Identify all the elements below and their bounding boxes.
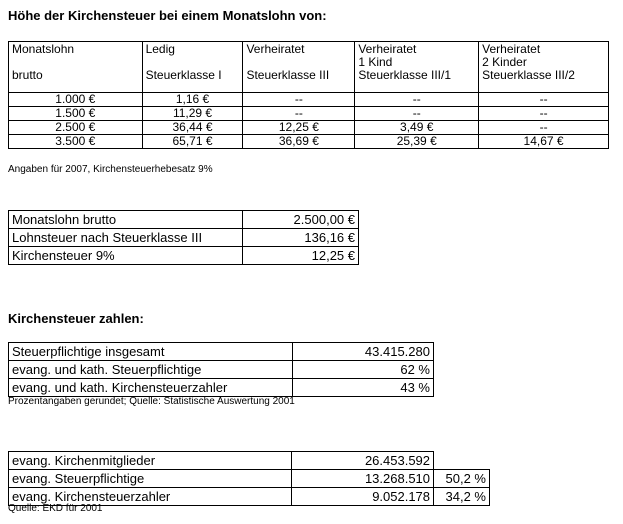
table-row	[9, 247, 359, 265]
value-cell: 14,67 €	[479, 135, 609, 149]
value-cell: 43 %	[292, 379, 433, 397]
label-cell: evang. Steuerpflichtige	[9, 470, 292, 488]
table3-note: Prozentangaben gerundet; Quelle: Statistische Auswertung 2001	[8, 396, 295, 407]
value-cell: 1,16 €	[142, 93, 243, 107]
label-cell: evang. und kath. Kirchensteuerzahler	[9, 379, 293, 397]
value-cell: 43.415.280	[292, 343, 433, 361]
value-cell: 136,16 €	[242, 229, 358, 247]
label-cell: evang. Kirchensteuerzahler	[9, 488, 292, 506]
taxpayers-table	[8, 342, 434, 397]
table-row	[9, 121, 609, 135]
value-cell: 3,49 €	[355, 121, 479, 135]
value-cell: 9.052.178	[292, 488, 434, 506]
label-cell: evang. Kirchenmitglieder	[9, 452, 292, 470]
table-row	[9, 452, 490, 470]
value-cell: --	[479, 121, 609, 135]
salary-example-table	[8, 210, 359, 265]
table-header-row	[9, 42, 609, 93]
value-cell: --	[355, 107, 479, 121]
table-row	[9, 229, 359, 247]
table-row	[9, 107, 609, 121]
table1-note: Angaben für 2007, Kirchensteuerhebesatz 9%	[8, 164, 213, 175]
salary-cell: 2.500 €	[9, 121, 143, 135]
value-cell: --	[479, 107, 609, 121]
header-cell: Monatslohn brutto	[9, 42, 143, 93]
value-cell: --	[355, 93, 479, 107]
value-cell: --	[479, 93, 609, 107]
percent-cell: 50,2 %	[434, 470, 490, 488]
value-cell: 13.268.510	[292, 470, 434, 488]
table-row	[9, 211, 359, 229]
value-cell: 65,71 €	[142, 135, 243, 149]
header-cell: Verheiratet 1 Kind Steuerklasse III/1	[355, 42, 479, 93]
table-row	[9, 361, 434, 379]
church-tax-by-salary-table	[8, 41, 609, 149]
label-cell: evang. und kath. Steuerpflichtige	[9, 361, 293, 379]
empty-cell	[434, 452, 490, 470]
value-cell: 12,25 €	[243, 121, 355, 135]
table-row	[9, 379, 434, 397]
salary-cell: 1.500 €	[9, 107, 143, 121]
table-row	[9, 470, 490, 488]
title-church-tax-amount: Höhe der Kirchensteuer bei einem Monatslohn von:	[8, 8, 327, 23]
value-cell: 2.500,00 €	[242, 211, 358, 229]
value-cell: 36,44 €	[142, 121, 243, 135]
label-cell: Steuerpflichtige insgesamt	[9, 343, 293, 361]
table-row	[9, 135, 609, 149]
title-church-tax-payers: Kirchensteuer zahlen:	[8, 311, 144, 326]
header-cell: Ledig Steuerklasse I	[142, 42, 243, 93]
value-cell: 11,29 €	[142, 107, 243, 121]
header-cell: Verheiratet 2 Kinder Steuerklasse III/2	[479, 42, 609, 93]
label-cell: Kirchensteuer 9%	[9, 247, 243, 265]
salary-cell: 1.000 €	[9, 93, 143, 107]
value-cell: 12,25 €	[242, 247, 358, 265]
value-cell: --	[243, 107, 355, 121]
header-cell: Verheiratet Steuerklasse III	[243, 42, 355, 93]
table4-note: Quelle: EKD für 2001	[8, 503, 103, 514]
table-row	[9, 343, 434, 361]
table-row	[9, 93, 609, 107]
percent-cell: 34,2 %	[434, 488, 490, 506]
value-cell: 62 %	[292, 361, 433, 379]
value-cell: 36,69 €	[243, 135, 355, 149]
value-cell: 25,39 €	[355, 135, 479, 149]
value-cell: 26.453.592	[292, 452, 434, 470]
value-cell: --	[243, 93, 355, 107]
label-cell: Monatslohn brutto	[9, 211, 243, 229]
salary-cell: 3.500 €	[9, 135, 143, 149]
ekd-members-table	[8, 451, 490, 506]
label-cell: Lohnsteuer nach Steuerklasse III	[9, 229, 243, 247]
